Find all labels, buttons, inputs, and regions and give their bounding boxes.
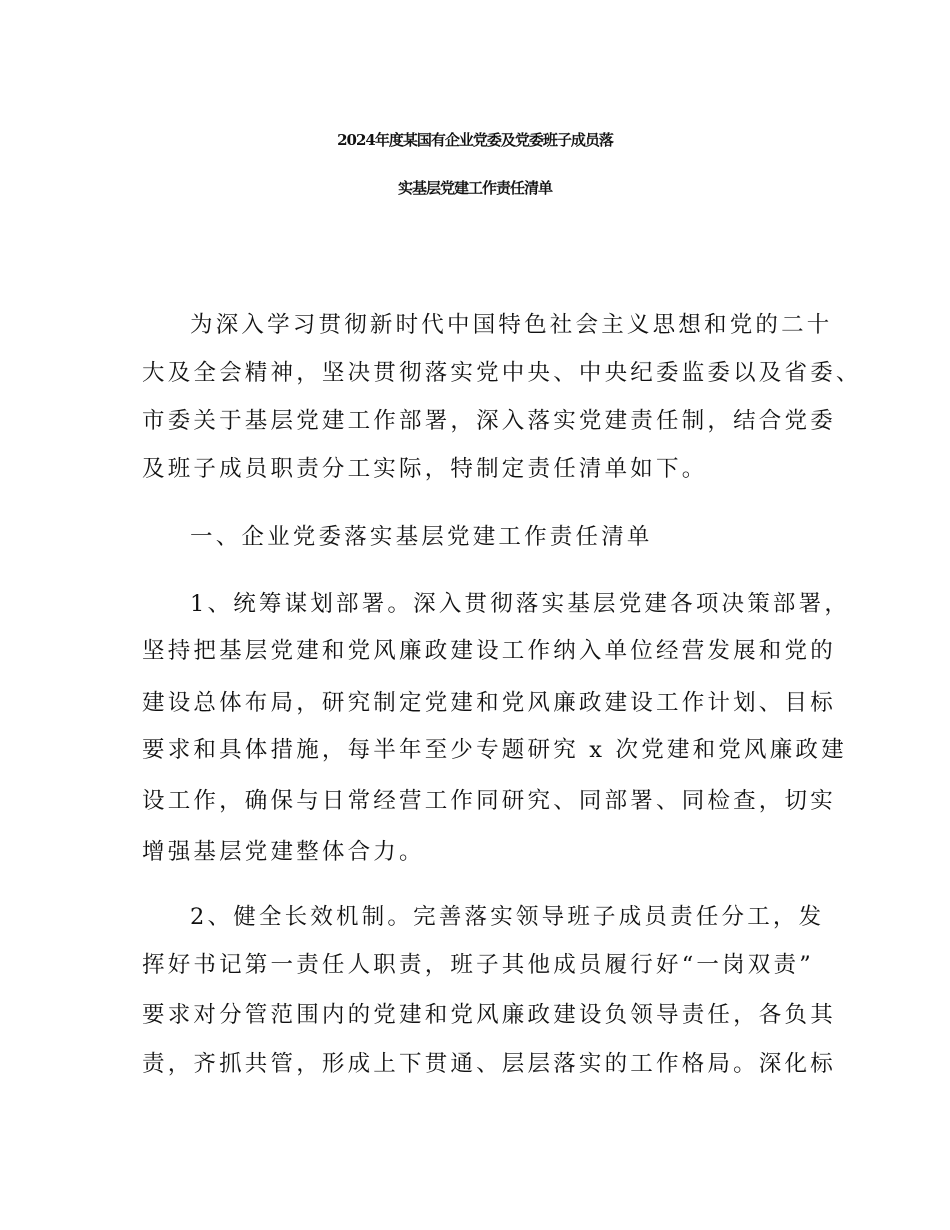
document-title-line-2: 实基层党建工作责任清单 [397,179,552,197]
item-1-line: 坚持把基层党建和党风廉政建设工作纳入单位经营发展和党的 [142,638,836,664]
item-1-line: 增强基层党建整体合力。 [142,839,425,865]
item-2-line: 挥好书记第一责任人职责，班子其他成员履行好“一岗双责” [142,952,814,978]
intro-paragraph-line: 市委关于基层党建工作部署，深入落实党建责任制，结合党委 [142,408,836,434]
item-2-line: 责，齐抓共管，形成上下贯通、层层落实的工作格局。深化标 [142,1051,836,1077]
intro-paragraph-line: 及班子成员职责分工实际，特制定责任清单如下。 [142,456,708,482]
item-1-line: 1、统筹谋划部署。深入贯彻落实基层党建各项决策部署， [190,591,851,617]
intro-paragraph-line: 大及全会精神，坚决贯彻落实党中央、中央纪委监委以及省委、 [142,360,862,386]
item-1-line: 要求和具体措施，每半年至少专题研究 x 次党建和党风廉政建 [142,737,847,763]
section-heading: 一、企业党委落实基层党建工作责任清单 [190,524,653,550]
intro-paragraph-line: 为深入学习贯彻新时代中国特色社会主义思想和党的二十 [190,312,833,338]
item-2-line: 2、健全长效机制。完善落实领导班子成员责任分工，发 [190,904,825,930]
item-1-line: 建设总体布局，研究制定党建和党风廉政建设工作计划、目标 [142,690,836,716]
item-1-line: 设工作，确保与日常经营工作同研究、同部署、同检查，切实 [142,788,836,814]
document-title-line-1: 2024年度某国有企业党委及党委班子成员落 [337,131,613,149]
item-2-line: 要求对分管范围内的党建和党风廉政建设负领导责任，各负其 [142,1002,836,1028]
